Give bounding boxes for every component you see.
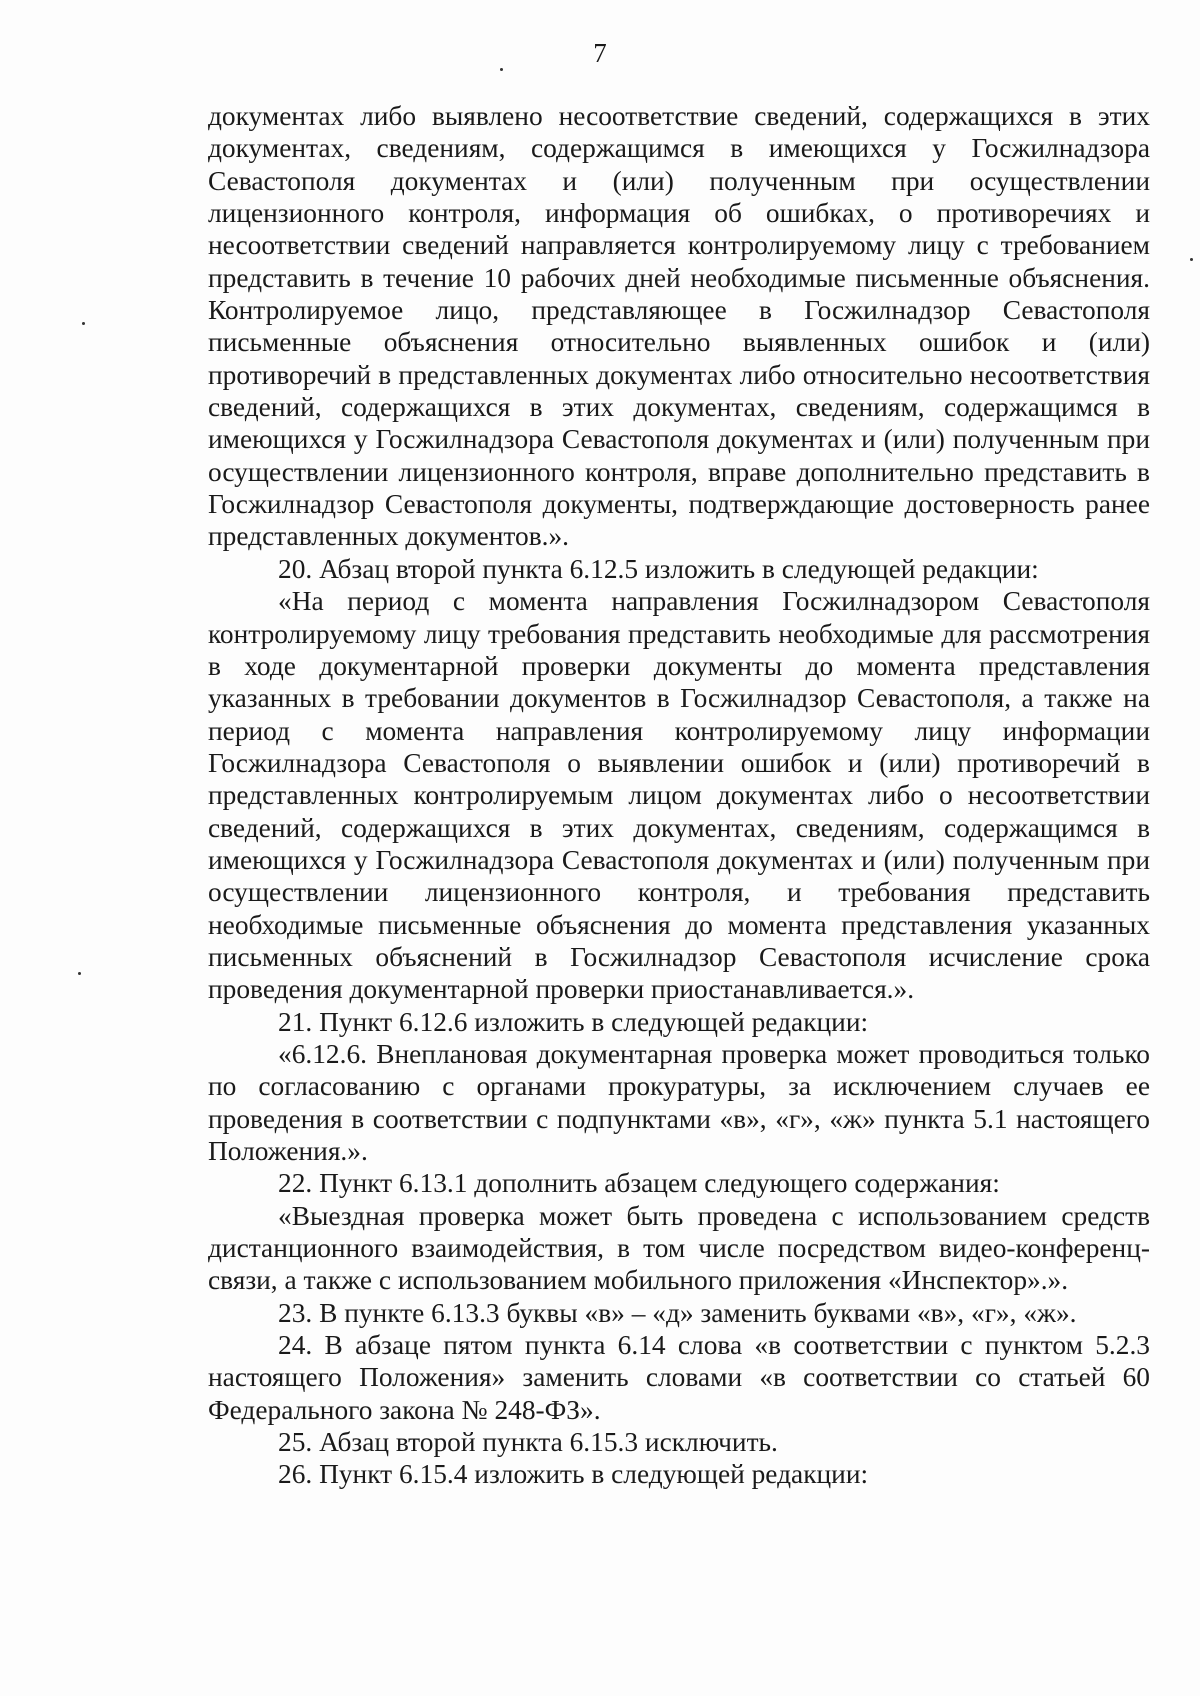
scan-speck xyxy=(500,68,503,71)
scan-speck xyxy=(1190,258,1193,261)
paragraph: 24. В абзаце пятом пункта 6.14 слова «в соответствии с пунктом 5.2.3 настоящего Положения» заменить словами «в соответствии со статьей 60 Федерального закона № 248-ФЗ». xyxy=(208,1330,1150,1425)
paragraph: 21. Пункт 6.12.6 изложить в следующей редакции: xyxy=(278,1006,869,1037)
paragraph: «6.12.6. Внеплановая документарная проверка может проводиться только по согласованию с органами прокуратуры, за исключением случаев ее проведения в соответствии с подпунктами «в», «г», «ж» пункта 5.1 настоящего Положения.». xyxy=(208,1038,1150,1166)
paragraph: 20. Абзац второй пункта 6.12.5 изложить в следующей редакции: xyxy=(278,553,1039,584)
paragraph: 25. Абзац второй пункта 6.15.3 исключить. xyxy=(278,1427,778,1458)
page-number: 7 xyxy=(593,38,607,68)
scan-speck xyxy=(78,972,81,975)
paragraph: 23. В пункте 6.13.3 буквы «в» – «д» заменить буквами «в», «г», «ж». xyxy=(278,1297,1077,1328)
document-body xyxy=(208,100,1150,1491)
scan-speck xyxy=(82,322,85,325)
paragraph: «На период с момента направления Госжилнадзором Севастополя контролируемому лицу требования представить необходимые для рассмотрения в ходе документарной проверки документы до момента представления указанных в требовании документов в Госжилнадзор Севастополя, а также на период с момента направления контролируемому лицу информации Госжилнадзора Севастополя о выявлении ошибок и (или) противоречий в представленных контролируемым лицом документах либо о несоответствии сведений, содержащихся в этих документах, сведениям, содержащимся в имеющихся у Госжилнадзора Севастополя документах и (или) полученным при осуществлении лицензионного контроля, и требования представить необходимые письменные объяснения до момента представления указанных письменных объяснений в Госжилнадзор Севастополя исчисление срока проведения документарной проверки приостанавливается.». xyxy=(208,586,1150,1005)
paragraph: документах либо выявлено несоответствие сведений, содержащихся в этих документах, сведениям, содержащимся в имеющихся у Госжилнадзора Севастополя документах и (или) полученным при осуществлении лицензионного контроля, информация об ошибках, о противоречиях и несоответствии сведений направляется контролируемому лицу с требованием представить в течение 10 рабочих дней необходимые письменные объяснения. Контролируемое лицо, представляющее в Госжилнадзор Севастополя письменные объяснения относительно выявленных ошибок и (или) противоречий в представленных документах либо относительно несоответствия сведений, содержащихся в этих документах, сведениям, содержащимся в имеющихся у Госжилнадзора Севастополя документах и (или) полученным при осуществлении лицензионного контроля, вправе дополнительно представить в Госжилнадзор Севастополя документы, подтверждающие достоверность ранее представленных документов.». xyxy=(208,101,1150,552)
paragraph: 22. Пункт 6.13.1 дополнить абзацем следующего содержания: xyxy=(278,1168,1000,1199)
paragraph: «Выездная проверка может быть проведена с использованием средств дистанционного взаимодействия, в том числе посредством видео-конференц-связи, а также с использованием мобильного приложения «Инспектор».». xyxy=(208,1200,1150,1296)
paragraph: 26. Пункт 6.15.4 изложить в следующей редакции: xyxy=(278,1459,869,1490)
